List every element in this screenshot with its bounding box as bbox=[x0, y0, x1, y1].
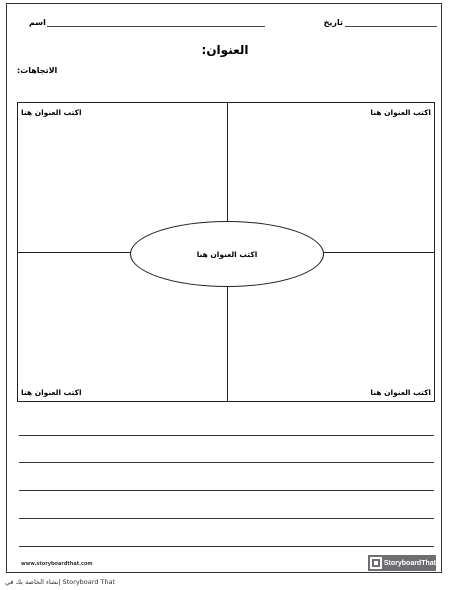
name-label: اسم bbox=[29, 18, 46, 27]
page-title: :العنوان bbox=[201, 43, 249, 57]
storyboard-logo-icon bbox=[370, 557, 382, 569]
writing-line bbox=[19, 518, 434, 519]
website-url: www.storyboardthat.com bbox=[21, 561, 93, 567]
quadrant-top-left-heading: اكتب العنوان هنا bbox=[21, 108, 82, 117]
quadrant-bottom-left-heading: اكتب العنوان هنا bbox=[21, 388, 82, 397]
center-ellipse bbox=[130, 221, 324, 287]
date-label: تاريخ bbox=[323, 18, 343, 27]
logo-text: StoryboardThat bbox=[383, 559, 436, 567]
worksheet bbox=[6, 3, 442, 573]
date-line bbox=[345, 26, 437, 27]
quadrant-bottom-right-heading: اكتب العنوان هنا bbox=[370, 388, 431, 397]
four-square-grid bbox=[17, 102, 435, 402]
writing-line bbox=[19, 435, 434, 436]
quadrant-top-right-heading: اكتب العنوان هنا bbox=[370, 108, 431, 117]
directions-label: :الاتجاهات bbox=[17, 66, 58, 75]
writing-line bbox=[19, 462, 434, 463]
writing-line bbox=[19, 490, 434, 491]
name-line bbox=[47, 26, 265, 27]
footer-credit: إنشاء الخاصة بك في Storyboard That bbox=[5, 578, 116, 586]
writing-line bbox=[19, 546, 434, 547]
center-heading: اكتب العنوان هنا bbox=[196, 249, 258, 259]
storyboardthat-logo bbox=[368, 555, 436, 571]
